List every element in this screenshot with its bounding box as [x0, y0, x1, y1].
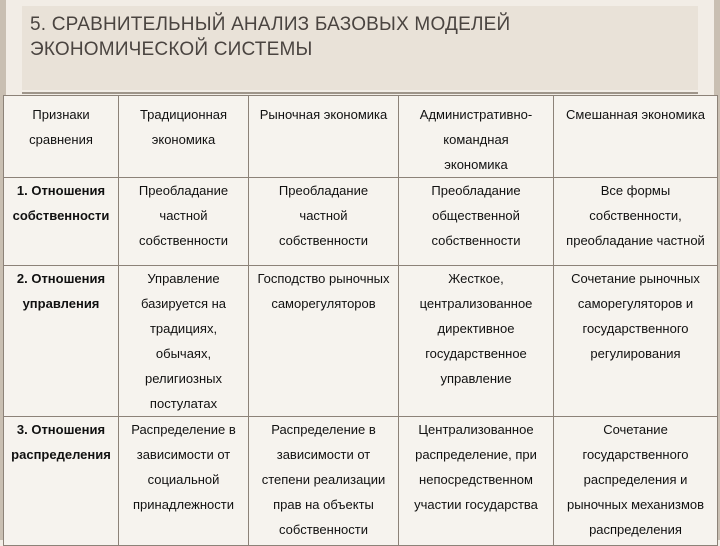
header-traditional: Традиционная экономика: [119, 96, 249, 178]
cell-ownership-mixed: Все формы собственности, преобладание частной: [554, 178, 718, 266]
table-header-row: [4, 96, 718, 178]
cell-distribution-traditional: Распределение в зависимости от социальной принадлежности: [119, 417, 249, 546]
cell-distribution-command: Централизованное распределение, при непосредственном участии государства: [399, 417, 554, 546]
cell-distribution-market: Распределение в зависимости от степени реализации прав на объекты собственности: [249, 417, 399, 546]
title-divider: [22, 92, 698, 94]
header-command: Административно- командная экономика: [399, 96, 554, 178]
comparison-table: [3, 95, 718, 546]
cell-management-command: Жесткое, централизованное директивное государственное управление: [399, 266, 554, 417]
cell-ownership-traditional: Преобладание частной собственности: [119, 178, 249, 266]
cell-management-mixed: Сочетание рыночных саморегуляторов и государственного регулирования: [554, 266, 718, 417]
table-row-management: [4, 266, 718, 417]
header-market: Рыночная экономика: [249, 96, 399, 178]
cell-ownership-command: Преобладание общественной собственности: [399, 178, 554, 266]
slide-title: 5. СРАВНИТЕЛЬНЫЙ АНАЛИЗ БАЗОВЫХ МОДЕЛЕЙ ЭКОНОМИЧЕСКОЙ СИСТЕМЫ: [30, 14, 511, 60]
header-features: Признаки сравнения: [4, 96, 119, 178]
feature-management: 2. Отношения управления: [4, 266, 119, 417]
feature-ownership: 1. Отношения собственности: [4, 178, 119, 266]
table-row-distribution: [4, 417, 718, 546]
cell-ownership-market: Преобладание частной собственности: [249, 178, 399, 266]
cell-management-traditional: Управление базируется на традициях, обычаях, религиозных постулатах: [119, 266, 249, 417]
table-row-ownership: [4, 178, 718, 266]
feature-distribution: 3. Отношения распределения: [4, 417, 119, 546]
cell-management-market: Господство рыночных саморегуляторов: [249, 266, 399, 417]
cell-distribution-mixed: Сочетание государственного распределения и рыночных механизмов распределения: [554, 417, 718, 546]
header-mixed: Смешанная экономика: [554, 96, 718, 178]
